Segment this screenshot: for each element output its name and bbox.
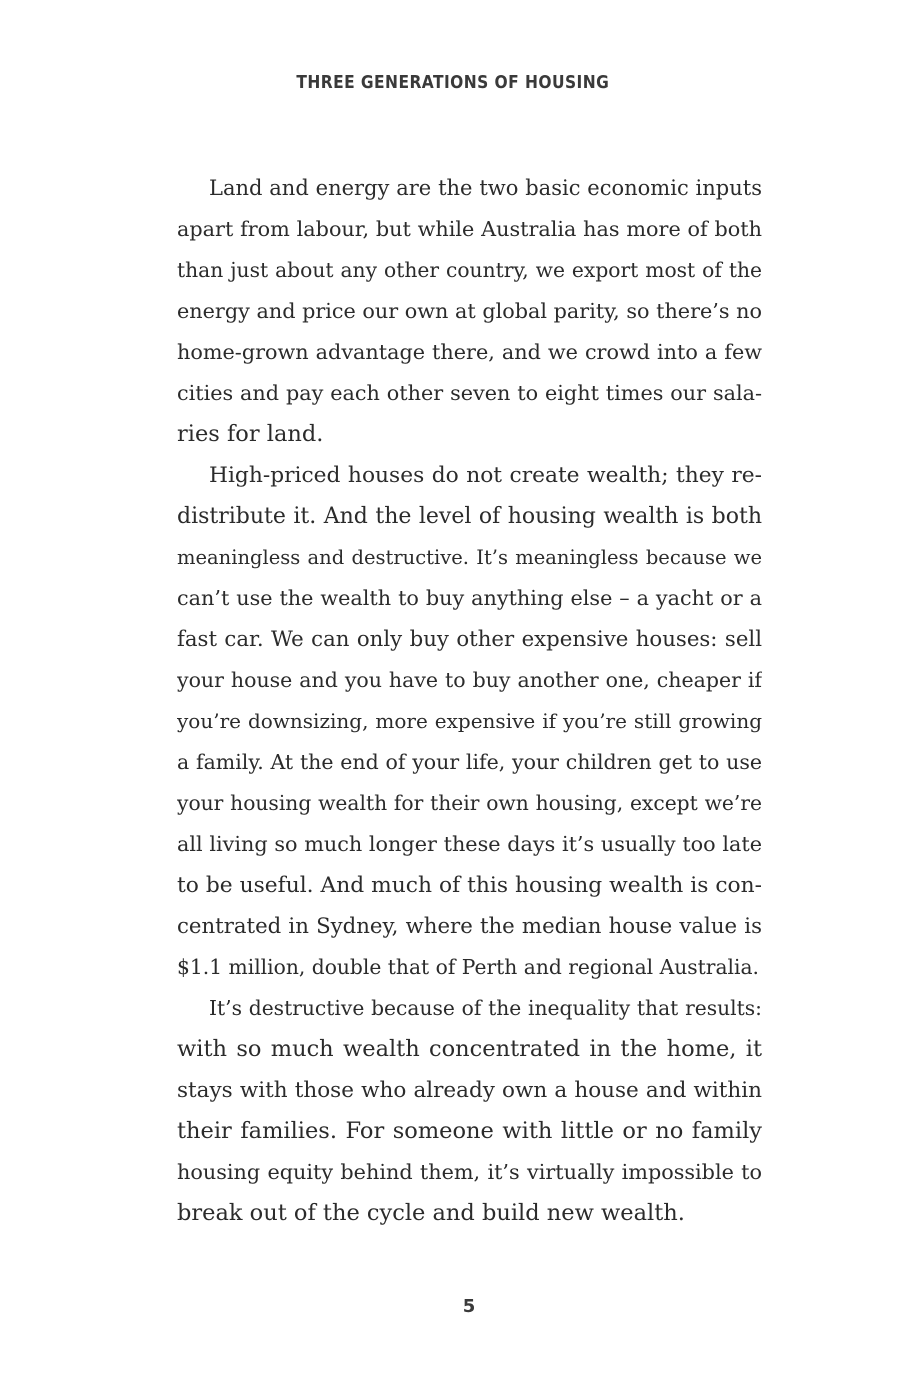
text-line: distribute it. And the level of housing wealth is both (177, 504, 762, 529)
text-line: than just about any other country, we export most of the (177, 258, 762, 282)
text-line: all living so much longer these days it’s usually too late (177, 832, 762, 856)
text-line: a family. At the end of your life, your children get to use (177, 750, 762, 774)
text-line: It’s destructive because of the inequality that results: (209, 996, 762, 1020)
text-line: their families. For someone with little or no family (177, 1118, 762, 1144)
text-line: you’re downsizing, more expensive if you’re still growing (177, 709, 762, 733)
text-line: High-priced houses do not create wealth; they re- (209, 463, 762, 488)
text-line: apart from labour, but while Australia has more of both (177, 217, 762, 241)
text-line: ries for land. (177, 421, 324, 447)
text-line: Land and energy are the two basic economic inputs (209, 176, 762, 200)
paragraph-1 (177, 168, 762, 455)
text-line: centrated in Sydney, where the median house value is (177, 914, 762, 939)
text-line: your housing wealth for their own housing, except we’re (177, 791, 762, 815)
text-line: home-grown advantage there, and we crowd into a few (177, 340, 762, 364)
text-line: energy and price our own at global parity, so there’s no (177, 299, 762, 323)
paragraph-2 (177, 455, 762, 988)
body-text (177, 168, 762, 1234)
paragraph-3 (177, 988, 762, 1234)
page-number: 5 (462, 1296, 476, 1317)
text-line: break out of the cycle and build new wealth. (177, 1200, 685, 1226)
text-line: fast car. We can only buy other expensive houses: sell (177, 627, 762, 652)
text-line: housing equity behind them, it’s virtually impossible to (177, 1160, 762, 1184)
running-head: THREE GENERATIONS OF HOUSING (296, 72, 610, 93)
text-line: cities and pay each other seven to eight times our sala- (177, 381, 762, 405)
text-line: with so much wealth concentrated in the home, it (177, 1036, 762, 1062)
text-line: meaningless and destructive. It’s meaningless because we (177, 546, 762, 569)
text-line: $1.1 million, double that of Perth and regional Australia. (177, 955, 759, 979)
text-line: to be useful. And much of this housing wealth is con- (177, 873, 762, 898)
text-line: can’t use the wealth to buy anything else – a yacht or a (177, 586, 762, 610)
text-line: your house and you have to buy another one, cheaper if (177, 668, 762, 692)
text-line: stays with those who already own a house and within (177, 1078, 762, 1103)
